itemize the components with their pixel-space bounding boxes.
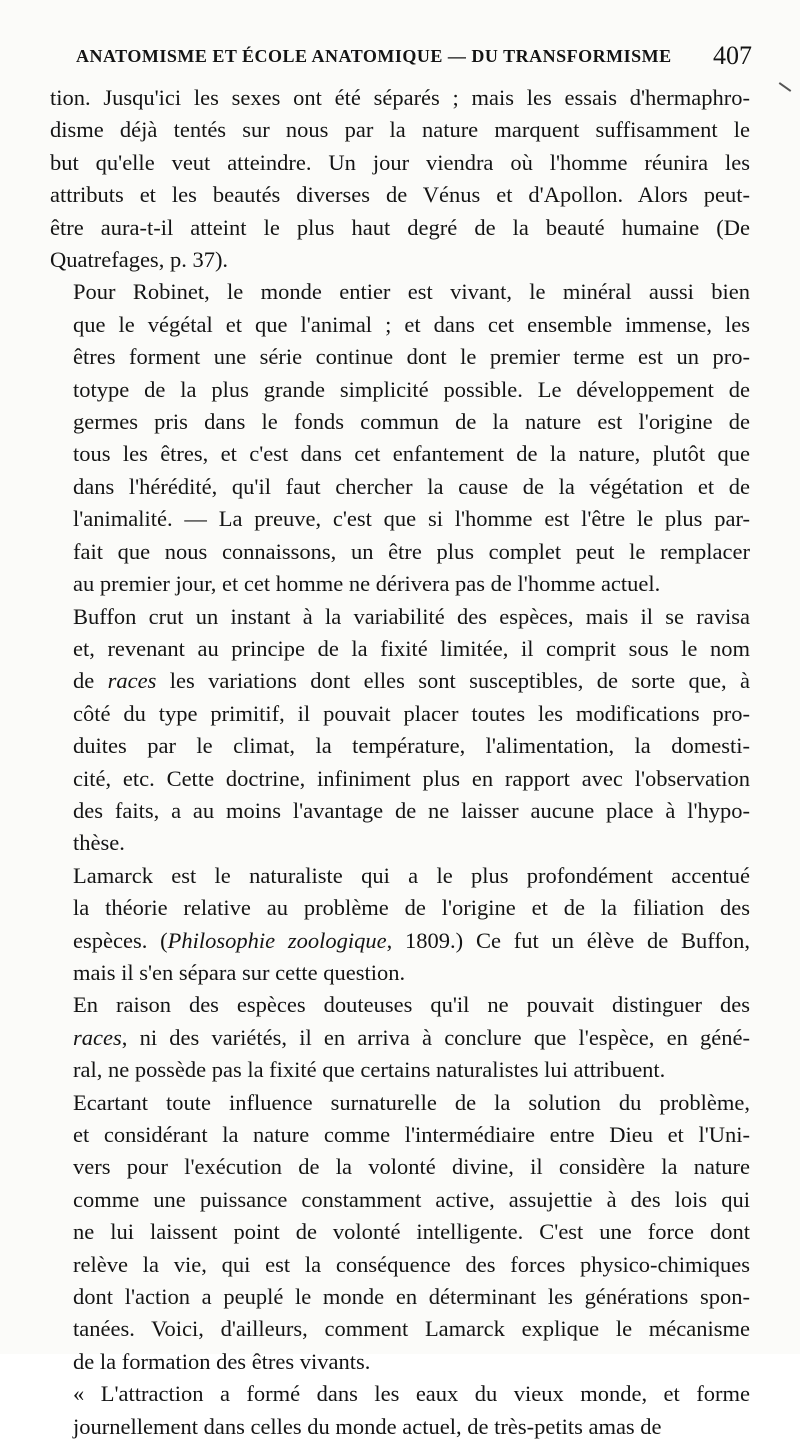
paragraph (50, 1378, 750, 1443)
text-line: totype de la plus grande simplicité possible. Le développement de (73, 376, 750, 402)
text-line: attributs et les beautés diverses de Vénus et d'Apollon. Alors peut- (50, 182, 750, 208)
text-line: fait que nous connaissons, un être plus complet peut le remplacer (73, 538, 750, 564)
text-line: de races les variations dont elles sont susceptibles, de sorte que, à (73, 668, 750, 694)
text-line: journellement dans celles du monde actuel, de très-petits amas de (73, 1413, 662, 1439)
text-line: ral, ne possède pas la fixité que certains naturalistes lui attribuent. (73, 1057, 666, 1083)
text-line: et, revenant au principe de la fixité limitée, il comprit sous le nom (73, 635, 750, 661)
text-line: but qu'elle veut atteindre. Un jour viendra où l'homme réunira les (50, 149, 750, 175)
text-line: duites par le climat, la température, l'alimentation, la domesti- (73, 733, 750, 759)
paragraph (50, 989, 750, 1086)
text-line: être aura-t-il atteint le plus haut degré de la beauté humaine (De (50, 214, 750, 240)
text-line: dont l'action a peuplé le monde en déterminant les générations spon- (73, 1284, 750, 1310)
text-line: dans l'hérédité, qu'il faut chercher la cause de la végétation et de (73, 473, 750, 499)
text-line: disme déjà tentés sur nous par la nature marquent suffisamment le (50, 117, 750, 143)
text-line: espèces. (Philosophie zoologique, 1809.) Ce fut un élève de Buffon, (73, 927, 750, 953)
paragraph (50, 860, 750, 990)
text-line: Buffon crut un instant à la variabilité des espèces, mais il se ravisa (73, 603, 750, 629)
text-line: tous les êtres, et c'est dans cet enfantement de la nature, plutôt que (73, 441, 750, 467)
text-line: Lamarck est le naturaliste qui a le plus profondément accentué (73, 862, 750, 888)
text-line: relève la vie, qui est la conséquence des forces physico-chimiques (73, 1251, 750, 1277)
text-line: « L'attraction a formé dans les eaux du vieux monde, et forme (73, 1381, 750, 1407)
text-line: thèse. (73, 830, 125, 856)
paragraph (50, 601, 750, 860)
text-line: l'animalité. — La preuve, c'est que si l'homme est l'être le plus par- (73, 506, 750, 532)
text-line: des faits, a au moins l'avantage de ne laisser aucune place à l'hypo- (73, 797, 750, 823)
text-line: que le végétal et que l'animal ; et dans cet ensemble immense, les (73, 311, 750, 337)
text-line: êtres forment une série continue dont le premier terme est un pro- (73, 344, 750, 370)
text-line: vers pour l'exécution de la volonté divine, il considère la nature (73, 1154, 750, 1180)
paragraph (50, 1087, 750, 1379)
paragraph (50, 276, 750, 600)
text-line: Quatrefages, p. 37). (50, 247, 229, 273)
text-line: et considérant la nature comme l'intermédiaire entre Dieu et l'Uni- (73, 1122, 750, 1147)
page-number: 407 (713, 41, 752, 70)
text-line: Ecartant toute influence surnaturelle de la solution du problème, (73, 1089, 750, 1115)
text-line: cité, etc. Cette doctrine, infiniment plus en rapport avec l'observation (73, 765, 750, 791)
paragraph (50, 82, 750, 276)
text-line: En raison des espèces douteuses qu'il ne pouvait distinguer des (73, 992, 750, 1018)
text-line: la théorie relative au problème de l'origine et de la filiation des (73, 895, 750, 921)
text-line: de la formation des êtres vivants. (73, 1348, 371, 1374)
running-header (76, 41, 752, 74)
text-line: mais il s'en sépara sur cette question. (73, 959, 406, 985)
text-line: Pour Robinet, le monde entier est vivant, le minéral aussi bien (73, 279, 750, 305)
text-line: races, ni des variétés, il en arriva à conclure que l'espèce, en géné- (73, 1024, 750, 1050)
text-line: tion. Jusqu'ici les sexes ont été séparés ; mais les essais d'hermaphro- (50, 85, 750, 110)
text-line: ne lui laissent point de volonté intelligente. C'est une force dont (73, 1219, 750, 1245)
text-line: tanées. Voici, d'ailleurs, comment Lamarck explique le mécanisme (73, 1316, 750, 1342)
body-text (50, 82, 750, 1443)
text-line: côté du type primitif, il pouvait placer toutes les modifications pro- (73, 700, 750, 726)
text-line: comme une puissance constamment active, assujettie à des lois qui (73, 1186, 750, 1212)
text-line: germes pris dans le fonds commun de la nature est l'origine de (73, 409, 750, 435)
header-title: ANATOMISME ET ÉCOLE ANATOMIQUE — DU TRANSFORMISME (76, 46, 672, 66)
text-line: au premier jour, et cet homme ne dérivera pas de l'homme actuel. (73, 571, 661, 597)
margin-mark (779, 82, 792, 92)
